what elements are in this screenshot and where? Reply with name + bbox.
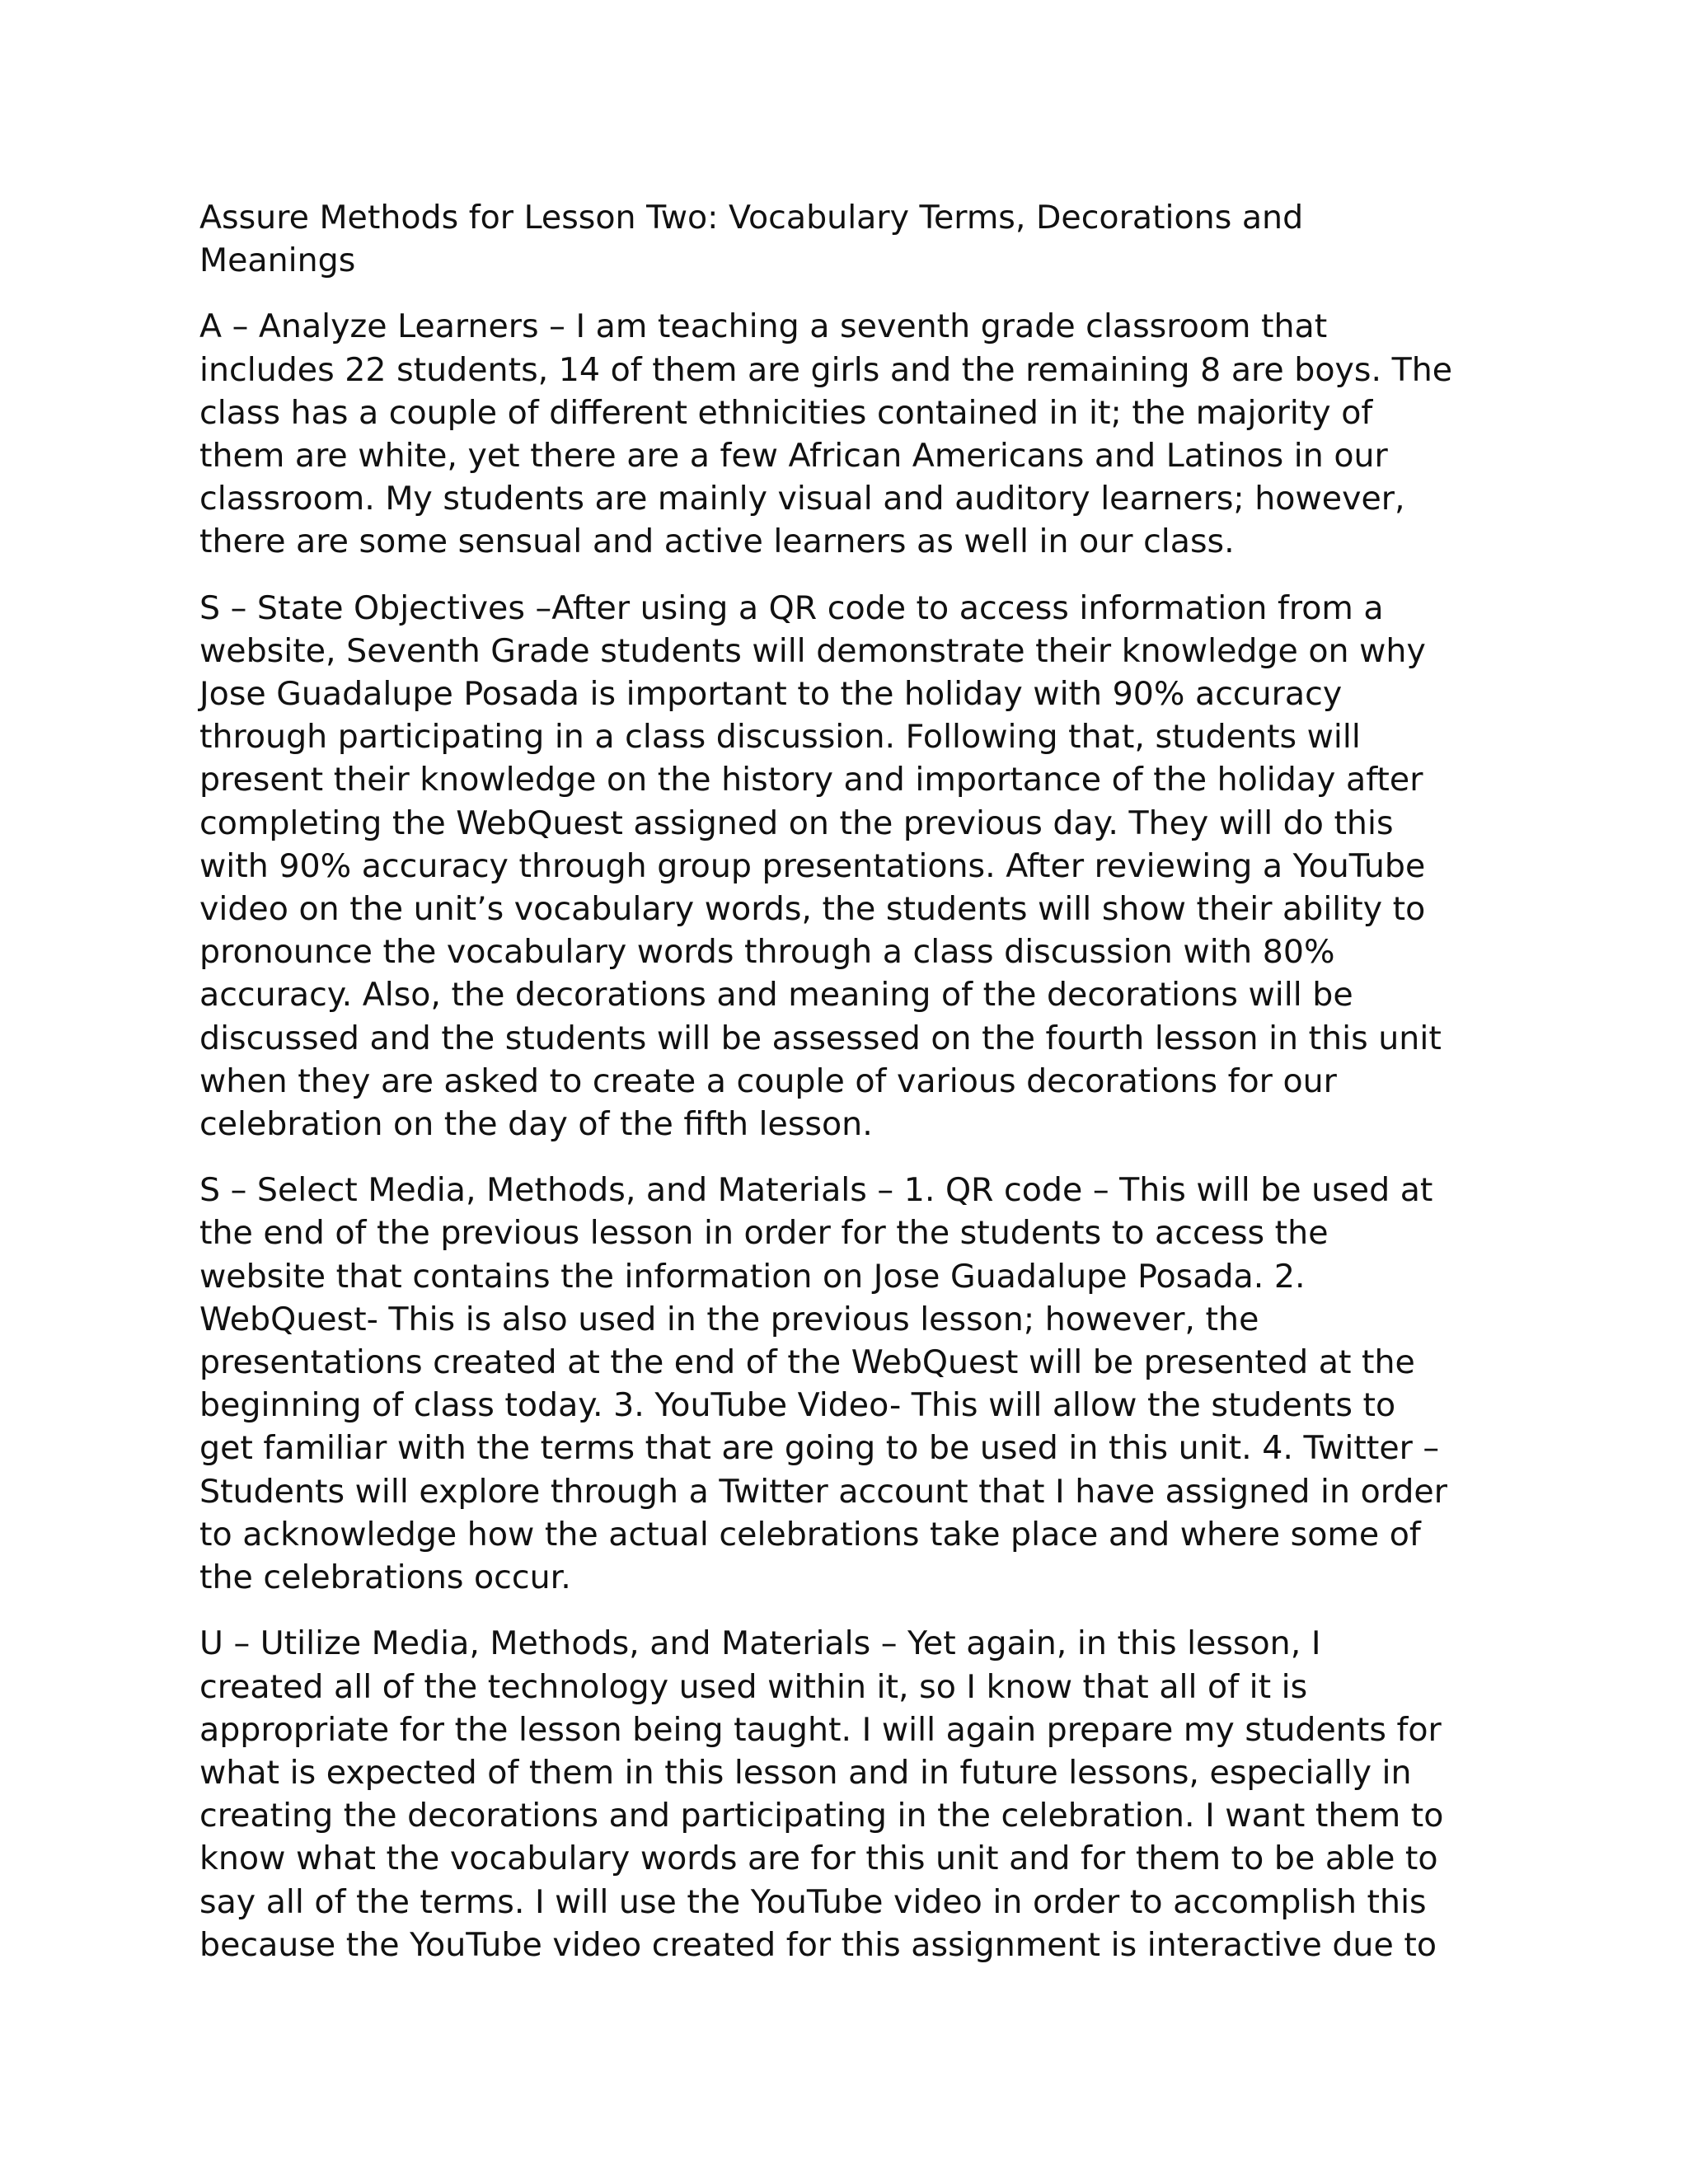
paragraph-analyze-learners (199, 305, 1510, 563)
text-line: know what the vocabulary words are for this unit and for them to be able to (199, 1840, 1438, 1878)
text-line: completing the WebQuest assigned on the previous day. They will do this (199, 804, 1394, 842)
text-line: WebQuest- This is also used in the previous lesson; however, the (199, 1300, 1259, 1338)
title-line: Assure Methods for Lesson Two: Vocabulary Terms, Decorations and (199, 199, 1304, 237)
text-line: with 90% accuracy through group presentations. After reviewing a YouTube (199, 846, 1426, 885)
text-line: the celebrations occur. (199, 1558, 571, 1597)
text-line: through participating in a class discussion. Following that, students will (199, 718, 1361, 757)
text-line: includes 22 students, 14 of them are girls and the remaining 8 are boys. The (199, 350, 1453, 389)
title-line: Meanings (199, 241, 356, 280)
text-line: U – Utilize Media, Methods, and Materials – Yet again, in this lesson, I (199, 1624, 1321, 1663)
text-line: video on the unit’s vocabulary words, the students will show their ability to (199, 890, 1426, 929)
paragraph-state-objectives (199, 587, 1510, 1146)
text-line: what is expected of them in this lesson and in future lessons, especially in (199, 1753, 1412, 1792)
text-line: accuracy. Also, the decorations and meaning of the decorations will be (199, 976, 1353, 1015)
text-line: them are white, yet there are a few African Americans and Latinos in our (199, 437, 1388, 476)
paragraph-select-media (199, 1169, 1510, 1599)
text-line: get familiar with the terms that are going to be used in this unit. 4. Twitter – (199, 1429, 1440, 1468)
text-line: Students will explore through a Twitter account that I have assigned in order (199, 1472, 1447, 1511)
text-line: Jose Guadalupe Posada is important to the holiday with 90% accuracy (199, 675, 1343, 714)
text-line: to acknowledge how the actual celebrations take place and where some of (199, 1515, 1421, 1554)
text-line: beginning of class today. 3. YouTube Video- This will allow the students to (199, 1386, 1396, 1425)
text-line: discussed and the students will be assessed on the fourth lesson in this unit (199, 1019, 1442, 1057)
text-line: A – Analyze Learners – I am teaching a seventh grade classroom that (199, 307, 1328, 346)
text-line: S – State Objectives –After using a QR code to access information from a (199, 588, 1384, 627)
text-line: pronounce the vocabulary words through a class discussion with 80% (199, 933, 1335, 972)
text-line: classroom. My students are mainly visual and auditory learners; however, (199, 480, 1405, 518)
text-line: present their knowledge on the history and importance of the holiday after (199, 761, 1423, 799)
text-line: the end of the previous lesson in order for the students to access the (199, 1214, 1329, 1253)
text-line: appropriate for the lesson being taught. I will again prepare my students for (199, 1710, 1442, 1749)
paragraph-utilize-media (199, 1622, 1510, 1966)
document-title (199, 196, 1510, 282)
text-line: say all of the terms. I will use the YouTube video in order to accomplish this (199, 1882, 1427, 1921)
text-line: creating the decorations and participating in the celebration. I want them to (199, 1797, 1444, 1835)
text-line: website, Seventh Grade students will demonstrate their knowledge on why (199, 631, 1426, 670)
text-line: celebration on the day of the fifth lesson. (199, 1105, 873, 1144)
text-line: there are some sensual and active learners as well in our class. (199, 523, 1235, 561)
document-body (199, 196, 1510, 1990)
text-line: created all of the technology used within it, so I know that all of it is (199, 1667, 1308, 1706)
text-line: website that contains the information on Jose Guadalupe Posada. 2. (199, 1257, 1306, 1296)
text-line: class has a couple of different ethnicities contained in it; the majority of (199, 393, 1373, 432)
text-line: presentations created at the end of the WebQuest will be presented at the (199, 1343, 1415, 1382)
text-line: because the YouTube video created for this assignment is interactive due to (199, 1925, 1437, 1964)
text-line: when they are asked to create a couple of various decorations for our (199, 1062, 1337, 1100)
text-line: S – Select Media, Methods, and Materials – 1. QR code – This will be used at (199, 1171, 1433, 1210)
